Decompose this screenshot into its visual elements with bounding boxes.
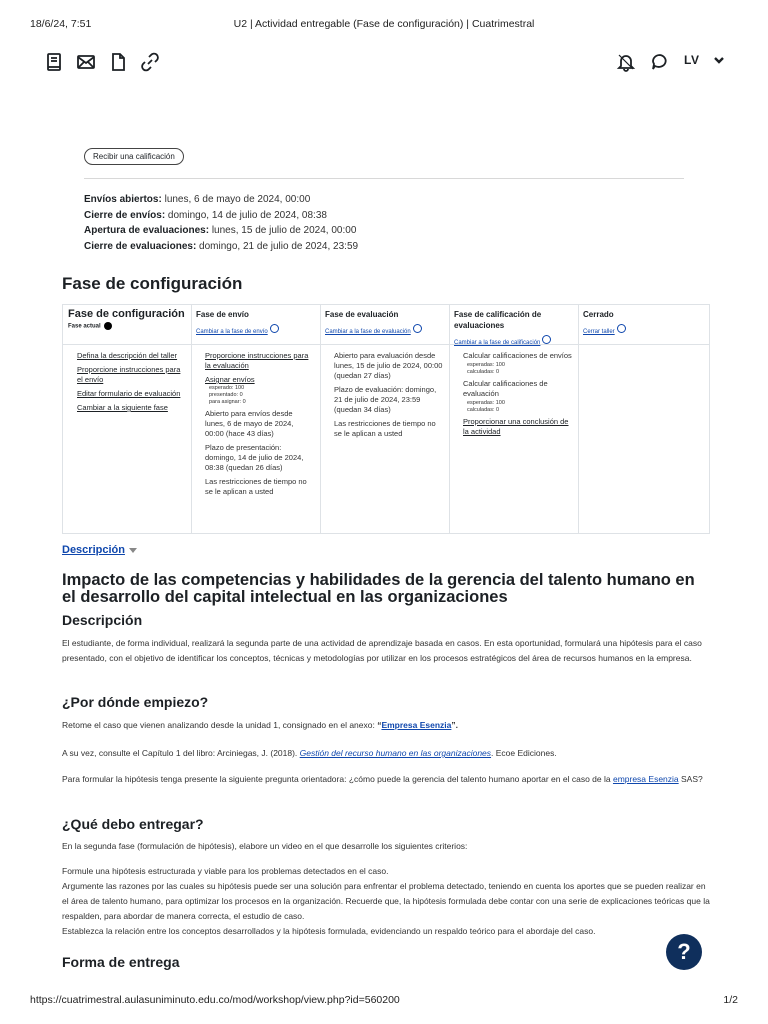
phase-title: Fase de configuración: [62, 274, 243, 293]
bell-icon[interactable]: [616, 52, 636, 72]
main-title: Impacto de las competencias y habilidades de la gerencia del talento humano en el desarrollo del capital intelectual en las organizaciones: [62, 571, 695, 606]
phase-setup-title: Fase de configuración: [68, 308, 185, 320]
radio-circle-icon[interactable]: [270, 324, 279, 333]
stat: calculadas: 0: [467, 369, 500, 375]
top-navbar: [40, 50, 728, 74]
stat: esperadas: 100: [467, 400, 505, 406]
chevron-down-icon[interactable]: [712, 53, 726, 67]
radio-circle-icon[interactable]: [413, 324, 422, 333]
phase-submission: [191, 305, 321, 533]
info-text: Plazo de presentación: domingo, 14 de julio de 2024, 08:38 (quedan 26 días): [205, 443, 304, 472]
link-icon[interactable]: [140, 52, 160, 72]
info-text: Las restricciones de tiempo no se le aplican a usted: [334, 419, 436, 438]
book-link[interactable]: Gestión del recurso humano en las organizaciones: [299, 748, 492, 758]
chat-icon[interactable]: [650, 52, 670, 72]
receive-grade-button[interactable]: Recibir una calificación: [84, 148, 184, 165]
caret-down-icon: [129, 548, 137, 553]
radio-circle-icon[interactable]: [617, 324, 626, 333]
deliver-list: [62, 864, 712, 939]
switch-evaluation-link[interactable]: Cambiar a la fase de calificación: [454, 340, 541, 346]
info-text: Las restricciones de tiempo no se le aplican a usted: [205, 477, 307, 496]
date-row: Apertura de evaluaciones: lunes, 15 de julio de 2024, 00:00: [84, 225, 357, 236]
close-workshop-link[interactable]: Cerrar taller: [583, 329, 615, 335]
empresa-esenzia-link[interactable]: Empresa Esenzia: [381, 720, 452, 730]
list-item: Establezca la relación entre los conceptos desarrollados y la hipótesis formulada, evidenciando un respaldo teórico para el abordaje del caso.: [62, 926, 596, 936]
stat: calculadas: 0: [467, 407, 500, 413]
activity-dates: [84, 192, 358, 254]
phase-submission-title: Fase de envío: [196, 310, 249, 319]
mail-icon[interactable]: [76, 52, 96, 72]
switch-submission-link[interactable]: Cambiar a la fase de envío: [196, 329, 268, 335]
user-initials[interactable]: LV: [684, 53, 700, 67]
task-allocate[interactable]: Asignar envíos: [205, 375, 255, 384]
print-footer: [30, 994, 738, 1006]
info-text: Abierto para envíos desde lunes, 6 de mayo de 2024, 00:00 (hace 43 días): [205, 409, 294, 438]
task-define-description[interactable]: Defina la descripción del taller: [77, 351, 178, 360]
print-url: https://cuatrimestral.aulasuniminuto.edu.co/mod/workshop/view.php?id=560200: [30, 994, 400, 1006]
delivery-heading: Forma de entrega: [62, 954, 180, 970]
start-p1: Retome el caso que vienen analizando desde la unidad 1, consignado en el anexo: “Empresa Esenzia”.: [62, 720, 459, 730]
switch-assessment-link[interactable]: Cambiar a la fase de evaluación: [325, 329, 411, 335]
print-timestamp: 18/6/24, 7:51: [30, 18, 92, 30]
divider: [84, 178, 684, 179]
list-item: Formule una hipótesis estructurada y viable para los problemas detectados en el caso.: [62, 866, 389, 876]
phase-assessment-title: Fase de evaluación: [325, 310, 399, 319]
book-icon[interactable]: [44, 52, 64, 72]
stat: esperadas: 100: [467, 362, 505, 368]
main-content: [38, 118, 726, 986]
phase-evaluation-title: Fase de calificación de evaluaciones: [454, 310, 542, 330]
stat: para asignar: 0: [209, 399, 246, 405]
deliver-intro: En la segunda fase (formulación de hipótesis), elabore un video en el que desarrolle los siguientes criterios:: [62, 841, 468, 851]
task-next-phase[interactable]: Cambiar a la siguiente fase: [77, 403, 168, 412]
print-doc-title: U2 | Actividad entregable (Fase de configuración) | Cuatrimestral: [233, 18, 535, 30]
description-text: El estudiante, de forma individual, realizará la segunda parte de una actividad de aprendizaje basada en casos. En esta oportunidad, formulará una hipótesis para el caso presentado, con el objetivo de identificar los conceptos, técnicas y metodologías por utilizar en los procesos estratégicos del área de recursos humanos en la empresa.: [62, 638, 702, 663]
start-heading: ¿Por dónde empiezo?: [62, 694, 209, 710]
file-icon[interactable]: [108, 52, 128, 72]
help-button[interactable]: ?: [666, 934, 702, 970]
current-dot-icon: [104, 322, 112, 330]
date-row: Cierre de evaluaciones: domingo, 21 de julio de 2024, 23:59: [84, 240, 359, 252]
phase-setup: [63, 305, 192, 533]
description-toggle[interactable]: Descripción: [62, 544, 137, 556]
calc-assessments[interactable]: Calcular calificaciones de evaluación: [463, 379, 548, 398]
empresa-esenzia-link-2[interactable]: empresa Esenzia: [612, 774, 679, 784]
print-header: [30, 18, 738, 32]
info-text: Plazo de evaluación: domingo, 21 de julio de 2024, 23:59 (quedan 34 días): [334, 385, 437, 414]
phase-closed-title: Cerrado: [583, 310, 614, 319]
deliver-heading: ¿Qué debo entregar?: [62, 816, 204, 832]
phase-evaluation: [449, 305, 579, 533]
phase-assessment: [320, 305, 450, 533]
list-item: Argumente las razones por las cuales su hipótesis puede ser una solución para enfrentar el problema detectado, teniendo en cuenta los aportes que se pueden realizar en el área de talento humano, para optimizar los procesos en la organización. Recuerde que, la hipótesis formulada debe contar con una serie de explicaciones teóricas que la respalden, para abordar de manera correcta, el estudio de caso.: [62, 881, 710, 921]
phase-closed: [578, 305, 709, 533]
description-heading: Descripción: [62, 612, 143, 628]
date-row: Envíos abiertos: lunes, 6 de mayo de 2024, 00:00: [84, 194, 311, 205]
task-submission-instructions[interactable]: Proporcione instrucciones para el envío: [77, 365, 181, 384]
task-assessment-instructions[interactable]: Proporcione instrucciones para la evaluación: [205, 351, 309, 370]
current-phase-label: Fase actual: [68, 323, 101, 330]
stat: presentado: 0: [209, 392, 243, 398]
calc-submissions[interactable]: Calcular calificaciones de envíos: [463, 351, 572, 360]
start-p3: Para formular la hipótesis tenga presente la siguiente pregunta orientadora: ¿cómo puede la gerencia del talento humano aportar en el caso de la empresa Esenzia SAS?: [62, 774, 703, 784]
task-edit-form[interactable]: Editar formulario de evaluación: [77, 389, 181, 398]
start-p2: A su vez, consulte el Capítulo 1 del libro: Arciniegas, J. (2018). Gestión del recurso humano en las organizaciones. Ecoe Ediciones.: [62, 748, 557, 758]
task-conclusion[interactable]: Proporcionar una conclusión de la actividad: [463, 417, 569, 436]
date-row: Cierre de envíos: domingo, 14 de julio de 2024, 08:38: [84, 209, 327, 221]
radio-circle-icon[interactable]: [542, 335, 551, 344]
print-page-number: 1/2: [723, 994, 738, 1006]
stat: esperado: 100: [209, 385, 245, 391]
phases-table: [62, 304, 710, 534]
info-text: Abierto para evaluación desde lunes, 15 de julio de 2024, 00:00 (quedan 27 días): [334, 351, 443, 380]
